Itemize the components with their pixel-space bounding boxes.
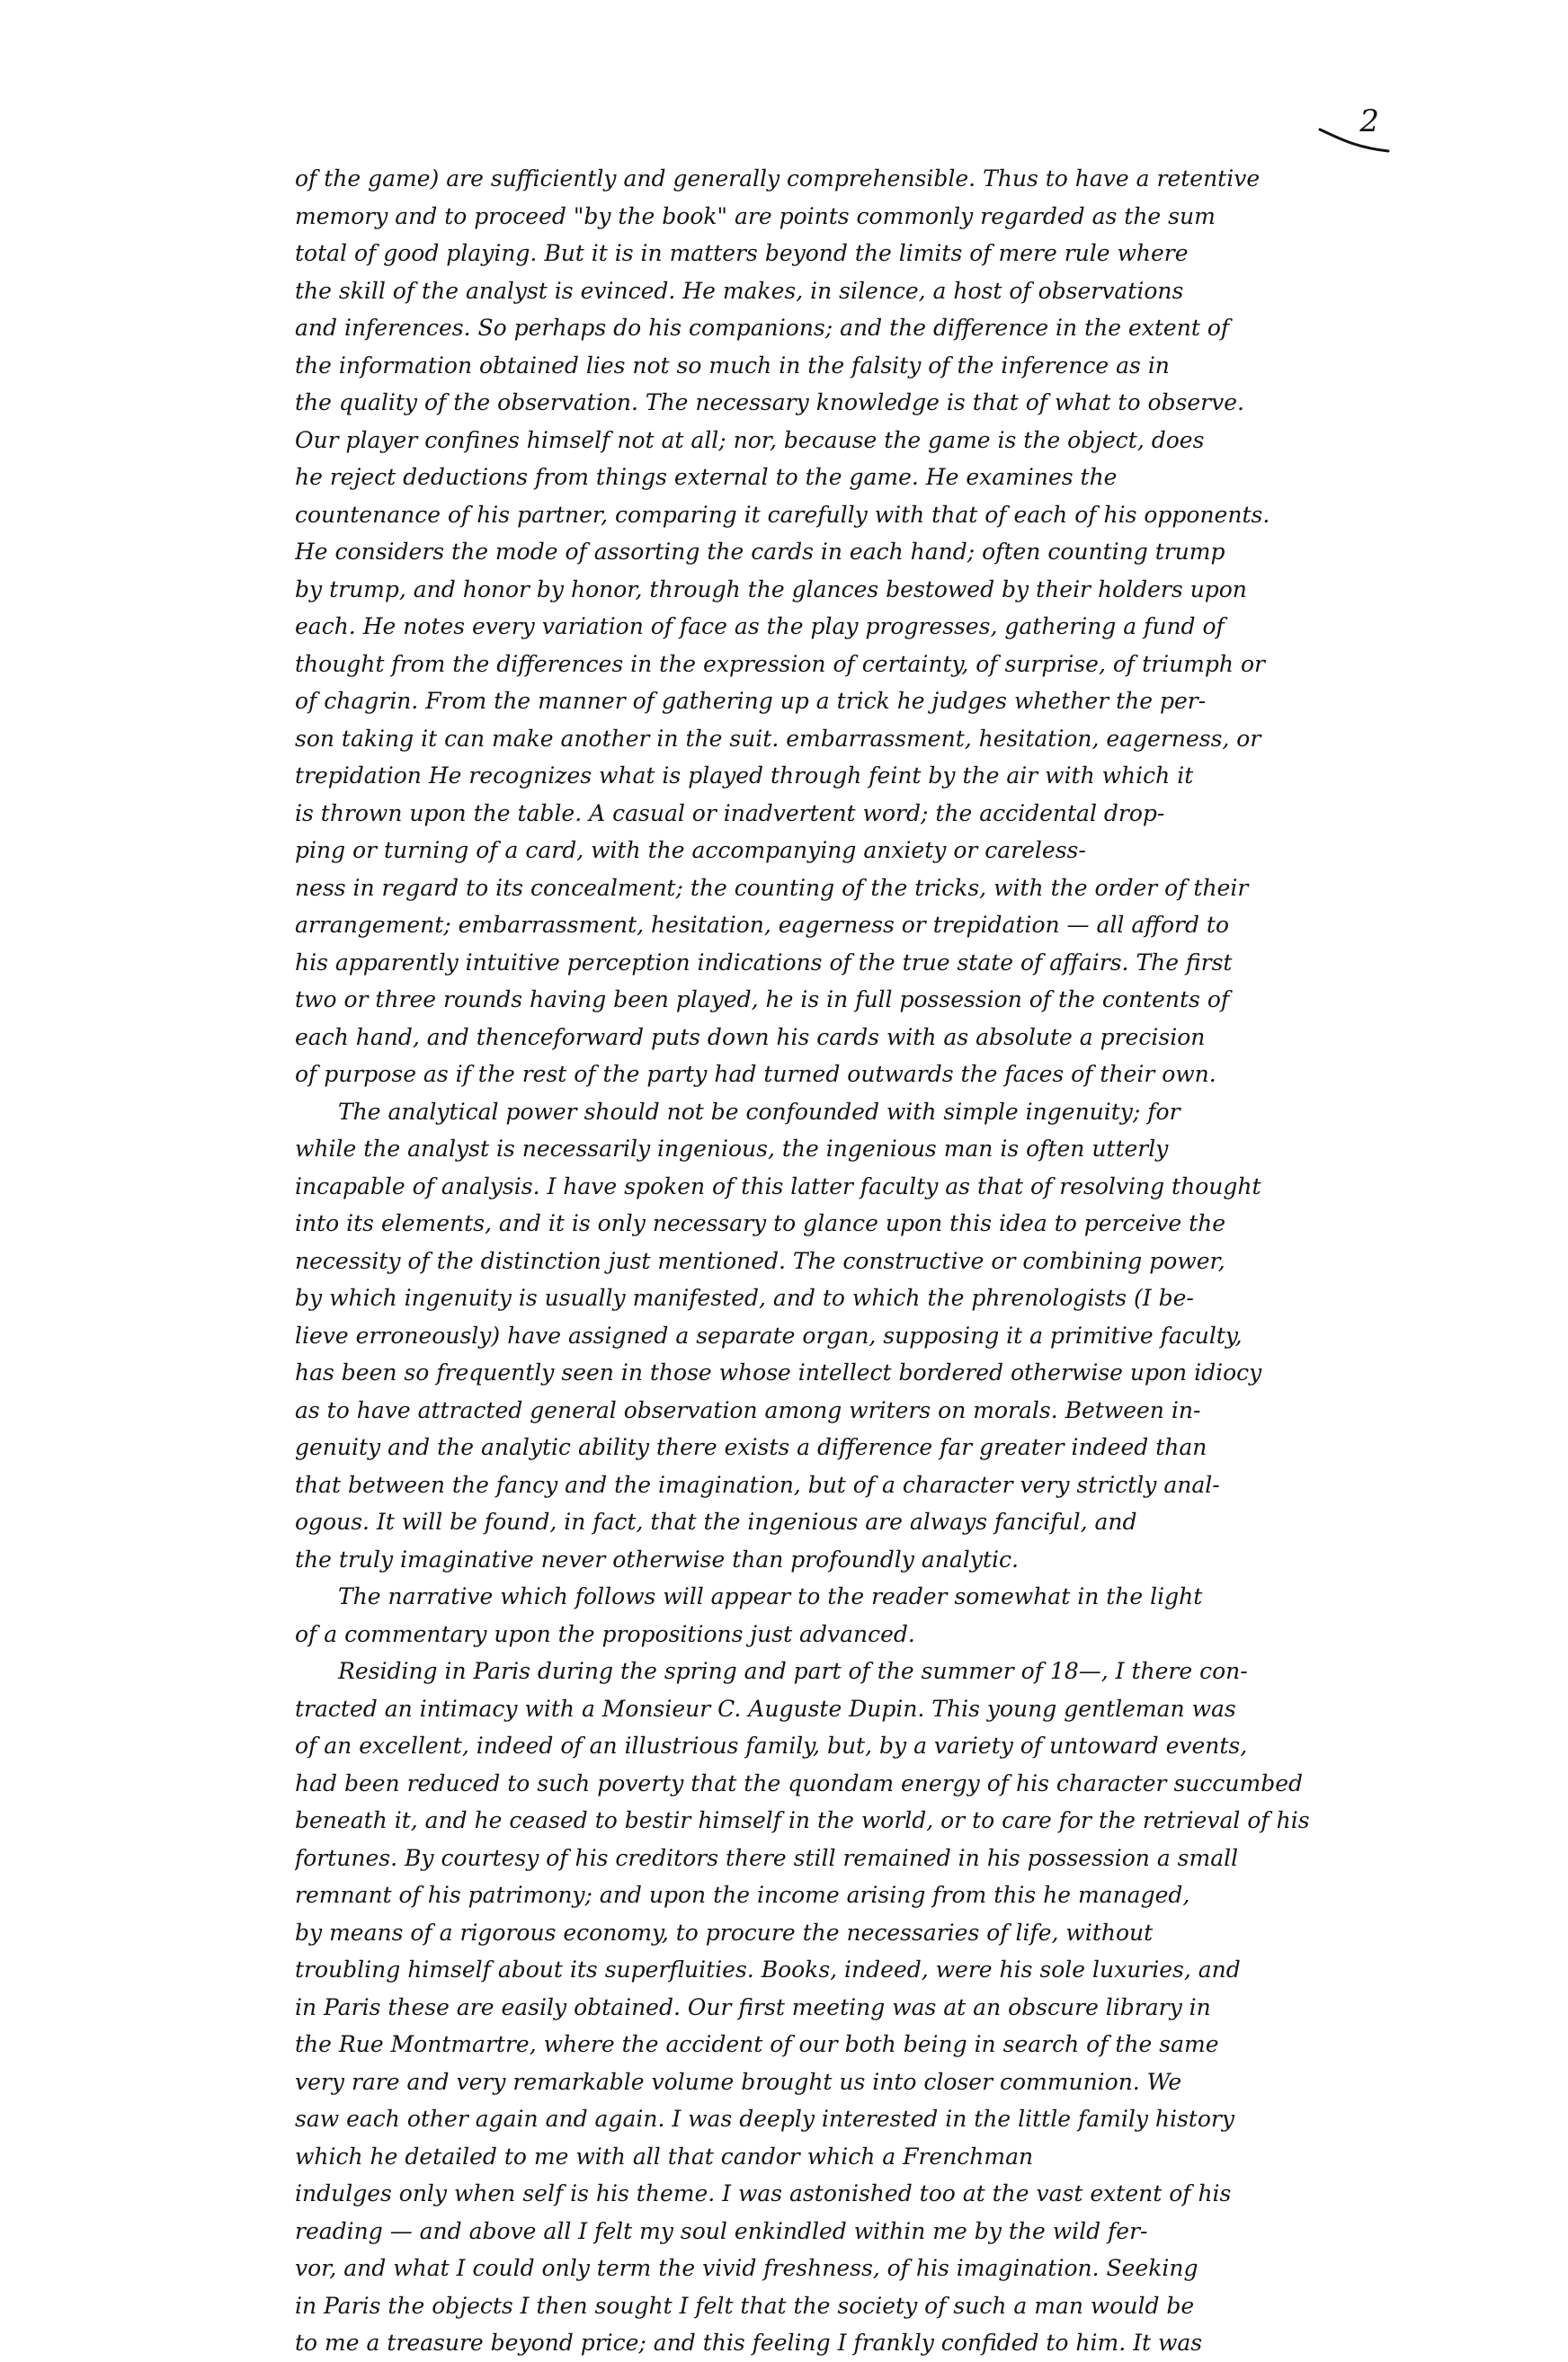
manuscript-line: had been reduced to such poverty that the quondam energy of his character succumbed [295, 1769, 1303, 1796]
manuscript-line: of a commentary upon the propositions just advanced. [295, 1620, 915, 1647]
manuscript-line: tracted an intimacy with a Monsieur C. Auguste Dupin. This young gentleman was [295, 1695, 1236, 1722]
manuscript-line: saw each other again and again. I was deeply interested in the little family history [295, 2106, 1234, 2132]
manuscript-line: arrangement; embarrassment, hesitation, eagerness or trepidation — all afford to [295, 912, 1230, 938]
manuscript-line: of the game) are sufficiently and generally comprehensible. Thus to have a retentive [295, 165, 1261, 192]
manuscript-line: memory and to proceed "by the book" are points commonly regarded as the sum [295, 202, 1216, 229]
manuscript-line: into its elements, and it is only necessary to glance upon this idea to perceive the [295, 1210, 1226, 1236]
manuscript-line: each. He notes every variation of face as the play progresses, gathering a fund of [295, 613, 1225, 639]
manuscript-line: ogous. It will be found, in fact, that the ingenious are always fanciful, and [295, 1509, 1137, 1535]
manuscript-line: is thrown upon the table. A casual or inadvertent word; the accidental drop- [295, 799, 1165, 826]
manuscript-line: total of good playing. But it is in matters beyond the limits of mere rule where [295, 240, 1189, 266]
manuscript-line: troubling himself about its superfluities. Books, indeed, were his sole luxuries, and [295, 1956, 1241, 1983]
manuscript-line: each hand, and thenceforward puts down his cards with as absolute a precision [295, 1023, 1206, 1050]
manuscript-line: Our player confines himself not at all; nor, because the game is the object, does [295, 426, 1205, 453]
manuscript-line: ping or turning of a card, with the accompanying anxiety or careless- [295, 837, 1086, 863]
manuscript-line: the skill of the analyst is evinced. He makes, in silence, a host of observations [295, 277, 1184, 304]
manuscript-text [295, 160, 1338, 2356]
manuscript-line: by which ingenuity is usually manifested, and to which the phrenologists (I be- [295, 1285, 1194, 1311]
manuscript-line: by trump, and honor by honor, through the glances bestowed by their holders upon [295, 575, 1247, 602]
manuscript-line: the Rue Montmartre, where the accident of our both being in search of the same [295, 2031, 1219, 2057]
manuscript-line: He considers the mode of assorting the cards in each hand; often counting trump [295, 539, 1225, 565]
manuscript-line: the quality of the observation. The necessary knowledge is that of what to observe. [295, 389, 1244, 415]
manuscript-line: in Paris the objects I then sought I felt that the society of such a man would be [295, 2292, 1195, 2319]
manuscript-line: to me a treasure beyond price; and this feeling I frankly confided to him. It was [295, 2330, 1203, 2356]
manuscript-line: reading — and above all I felt my soul enkindled within me by the wild fer- [295, 2217, 1148, 2244]
page-number-stroke-icon [1318, 120, 1392, 156]
manuscript-line: The narrative which follows will appear to the reader somewhat in the light [338, 1583, 1203, 1609]
manuscript-line: by means of a rigorous economy, to procure the necessaries of life, without [295, 1919, 1154, 1946]
manuscript-line: the information obtained lies not so much in the falsity of the inference as in [295, 352, 1170, 379]
page-number: 2 [1359, 103, 1379, 139]
manuscript-line: of an excellent, indeed of an illustrious family, but, by a variety of untoward events, [295, 1733, 1248, 1759]
manuscript-line: that between the fancy and the imagination, but of a character very strictly anal- [295, 1471, 1220, 1498]
manuscript-line: while the analyst is necessarily ingenious, the ingenious man is often utterly [295, 1136, 1169, 1162]
manuscript-line: in Paris these are easily obtained. Our first meeting was at an obscure library in [295, 1993, 1211, 2020]
manuscript-line: the truly imaginative never otherwise than profoundly analytic. [295, 1546, 1019, 1573]
manuscript-line: of purpose as if the rest of the party had turned outwards the faces of their own. [295, 1061, 1216, 1087]
manuscript-line: son taking it can make another in the suit. embarrassment, hesitation, eagerness, or [295, 725, 1261, 752]
manuscript-line: has been so frequently seen in those whose intellect bordered otherwise upon idiocy [295, 1359, 1262, 1386]
manuscript-line: thought from the differences in the expression of certainty, of surprise, of triumph or [295, 650, 1265, 677]
manuscript-line: necessity of the distinction just mentioned. The constructive or combining power, [295, 1247, 1225, 1274]
manuscript-line: countenance of his partner, comparing it carefully with that of each of his opponents. [295, 501, 1270, 528]
manuscript-line: he reject deductions from things external to the game. He examines the [295, 464, 1118, 490]
manuscript-line: incapable of analysis. I have spoken of this latter faculty as that of resolving thought [295, 1172, 1261, 1199]
manuscript-line: indulges only when self is his theme. I was astonished too at the vast extent of his [295, 2180, 1232, 2206]
manuscript-line: Residing in Paris during the spring and part of the summer of 18—, I there con- [338, 1658, 1248, 1684]
manuscript-line: remnant of his patrimony; and upon the income arising from this he managed, [295, 1882, 1190, 1908]
manuscript-line: The analytical power should not be confounded with simple ingenuity; for [338, 1098, 1180, 1125]
manuscript-line: two or three rounds having been played, he is in full possession of the contents of [295, 986, 1230, 1012]
manuscript-line: very rare and very remarkable volume brought us into closer communion. We [295, 2068, 1182, 2095]
manuscript-line: of chagrin. From the manner of gathering up a trick he judges whether the per- [295, 688, 1207, 714]
manuscript-line: beneath it, and he ceased to bestir himself in the world, or to care for the retrieval of his [295, 1807, 1310, 1833]
manuscript-line: which he detailed to me with all that candor which a Frenchman [295, 2143, 1034, 2170]
manuscript-line: lieve erroneously) have assigned a separate organ, supposing it a primitive faculty, [295, 1322, 1243, 1349]
manuscript-line: and inferences. So perhaps do his companions; and the difference in the extent of [295, 315, 1230, 341]
manuscript-line: fortunes. By courtesy of his creditors there still remained in his possession a small [295, 1844, 1239, 1871]
manuscript-line: his apparently intuitive perception indications of the true state of affairs. The first [295, 949, 1233, 976]
manuscript-line: as to have attracted general observation among writers on morals. Between in- [295, 1396, 1201, 1423]
manuscript-line: genuity and the analytic ability there exists a difference far greater indeed than [295, 1434, 1207, 1460]
manuscript-line: ness in regard to its concealment; the counting of the tricks, with the order of their [295, 874, 1249, 901]
manuscript-line: trepidation He recognizes what is played through feint by the air with which it [295, 762, 1194, 789]
manuscript-line: vor, and what I could only term the vivid freshness, of his imagination. Seeking [295, 2255, 1198, 2281]
